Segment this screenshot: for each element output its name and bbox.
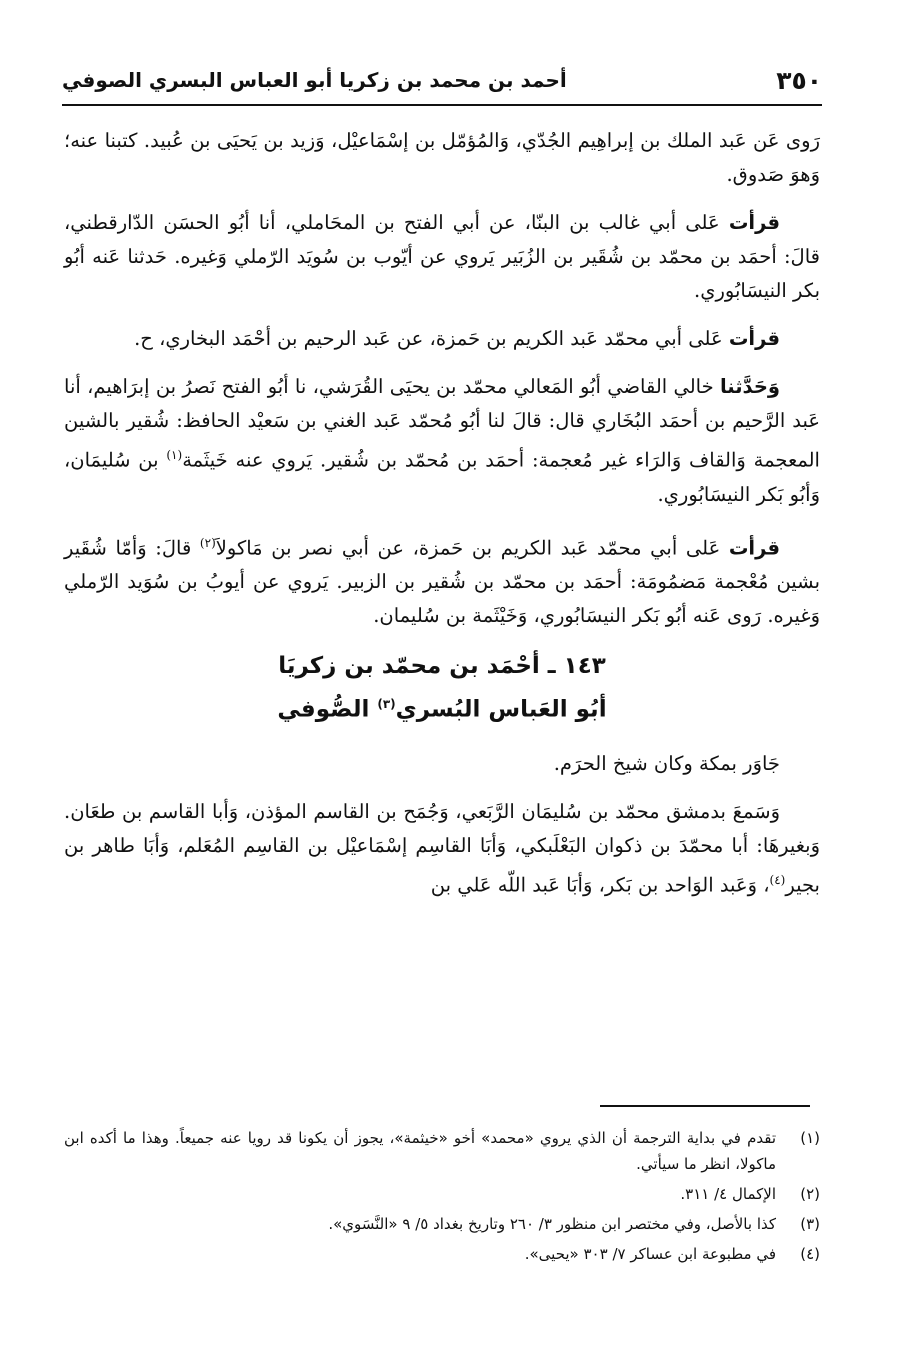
paragraph-text: عَلى أبي محمّد عَبد الكريم بن حَمزة، عن أبي نصر بن مَاكولاَ <box>215 536 729 559</box>
footnote <box>64 1125 820 1177</box>
main-text <box>64 124 820 916</box>
paragraph <box>64 795 820 903</box>
footnote <box>64 1181 820 1207</box>
footnote-text: تقدم في بداية الترجمة أن الذي يروي «محمد» أخو «خيثمة»، يجوز أن يكونا قد رويا عنه جميعاً. وهذا ما أكده ابن ماكولا، انظر ما سيأتي. <box>64 1129 776 1173</box>
paragraph-text: عَلى أبي محمّد عَبد الكريم بن حَمزة، عن عَبد الرحيم بن أحْمَد البخاري، ح. <box>134 327 729 350</box>
entry-heading <box>64 647 820 729</box>
footnote-divider <box>600 1105 810 1107</box>
footnote <box>64 1241 820 1267</box>
footnote-marker: (٤) <box>769 872 786 887</box>
entry-heading-line <box>64 685 820 729</box>
paragraph-text: عَلى أبي غالب بن البنّا، عن أبي الفتح بن المحَاملي، أنا أبُو الحسَن الدّارقطني، قالَ: أحمَد بن محمّد بن شُقَير بن الزُبَير يَروي عن أيّوب بن سُويَد الرّملي وَغيره. حَدثنا عَنه أبُو بكر النيسَابُوري. <box>64 211 820 302</box>
paragraph-text: خالي القاضي أبُو المَعالي محمّد بن يحيَى القُرَشي، نا أبُو الفتح نَصرُ بن إبرَاهيم، أنا عَبد الرَّحيم بن أحمَد البُخَاري قال: قالَ لنا أبُو مُحمّد عَبد الغني بن سَعيْد الحافظ: شُقير بالشين المعجمة وَالقاف وَالرَاء غير مُعجمة: أحمَد بن مُحمّد بن شُقير. يَروي عنه خَيثَمة <box>64 375 820 472</box>
footnote-marker: (١) <box>166 448 183 462</box>
footnote-number: (٢) <box>800 1185 820 1203</box>
entry-heading-line: ١٤٣ ـ أحْمَد بن محمّد بن زكريَا <box>278 653 606 679</box>
footnote-number: (٣) <box>800 1215 820 1233</box>
paragraph <box>64 370 820 512</box>
entry-heading-text: أبُو العَباس البُسري <box>395 696 607 723</box>
paragraph-lead: قرأت <box>728 211 780 234</box>
page-number: ٣٥٠ <box>776 66 822 95</box>
paragraph-text: جَاوَر بمكة وكان شيخ الحرَم. <box>553 751 780 775</box>
footnote-text: الإكمال ٤/ ٣١١. <box>680 1185 776 1203</box>
footnotes <box>64 1125 820 1271</box>
paragraph-text: رَوى عَن عَبد الملك بن إبراهِيم الجُدّي، وَالمُؤمّل بن إسْمَاعيْل، وَزيد بن يَحيَى بن عُبيد. كتبنا عنه؛ وَهوَ صَدوق. <box>64 129 820 186</box>
footnote-marker: (٢) <box>199 535 216 550</box>
paragraph-text: بن سُليمَان، وَأبُو بَكر النيسَابُوري. <box>64 448 820 506</box>
footnote-marker: (٣) <box>377 697 396 711</box>
footnote <box>64 1211 820 1237</box>
entry-heading-text: الصُّوفي <box>277 696 378 723</box>
paragraph <box>64 322 820 356</box>
footnote-text: كذا بالأصل، وفي مختصر ابن منظور ٣/ ٢٦٠ وتاريخ بغداد ٥/ ٩ «النَّسَوي». <box>328 1215 776 1233</box>
paragraph-lead: قرأت <box>728 536 781 559</box>
page-header <box>62 64 822 106</box>
paragraph-lead: قرأت <box>728 327 780 350</box>
paragraph-lead: وَحَدَّثنا <box>719 375 780 398</box>
paragraph-text: ، وَعَبد الوَاحد بن بَكر، وَأبَا عَبد اللّه عَلي بن <box>430 873 770 897</box>
paragraph <box>64 526 820 634</box>
running-title: أحمد بن محمد بن زكريا أبو العباس البسري الصوفي <box>62 68 567 92</box>
paragraph <box>64 206 820 308</box>
footnote-number: (١) <box>800 1129 820 1147</box>
paragraph-text: وَسَمعَ بدمشق محمّد بن سُليمَان الرَّبَعي، وَجُمَح بن القاسم المؤذن، وَأبا القاسم بن طعَان. وَبغيرهَا: أبا محمّدَ بن ذكوان البَعْلَبكي، وَأبَا القاسِم إسْمَاعيْل بن القاسِم المُعَلم، وَأبَا طاهر بن بجير <box>64 799 820 897</box>
paragraph <box>64 124 820 192</box>
paragraph-text: قالَ: وَأمّا شُقَير بشين مُعْجمة مَضمُومَة: أحمَد بن محمّد بن شُقير بن الزبير. يَروي عن أيوبُ بن سُوَيد الرّملي وَغيره. رَوى عَنه أبُو بَكر النيسَابُوري، وَخَيْثَمة بن سُليمان. <box>64 536 820 627</box>
paragraph <box>64 747 820 781</box>
footnote-number: (٤) <box>800 1245 820 1263</box>
footnote-text: في مطبوعة ابن عساكر ٧/ ٣٠٣ «يحيى». <box>524 1245 776 1263</box>
